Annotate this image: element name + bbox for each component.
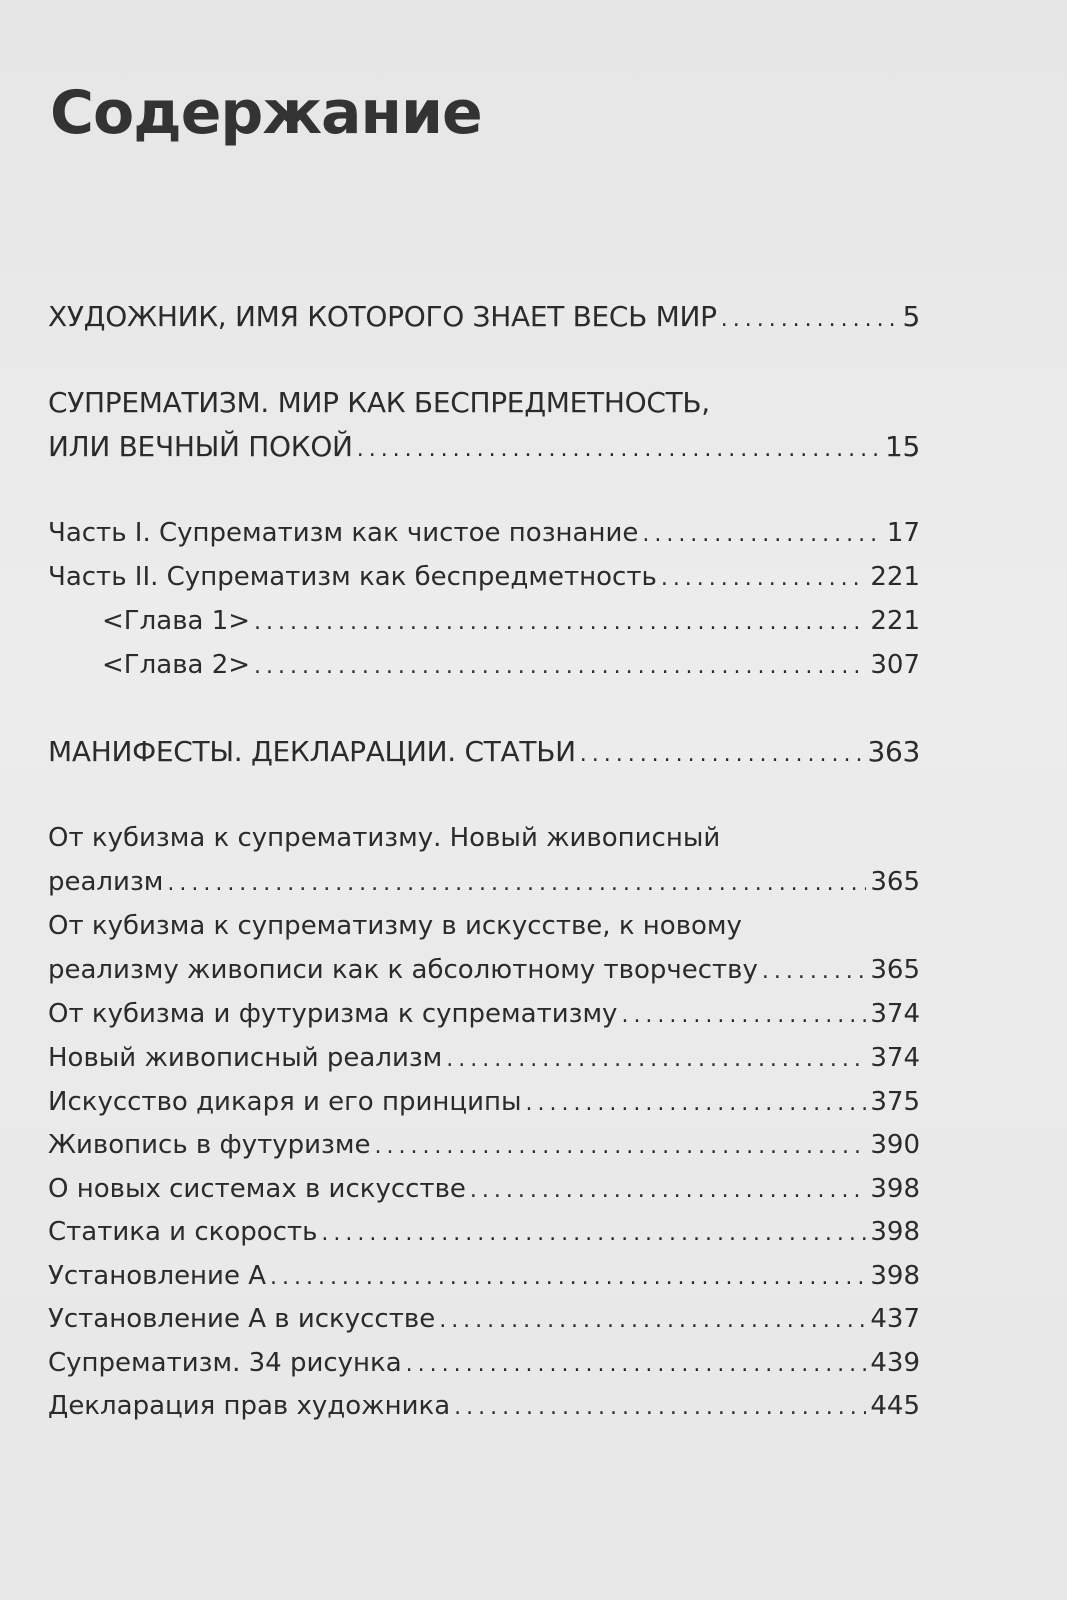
dot-leader bbox=[254, 643, 866, 689]
toc-entry[interactable] bbox=[48, 381, 920, 472]
toc-entry-page: 363 bbox=[867, 735, 920, 768]
toc-entry-page: 365 bbox=[870, 955, 920, 985]
toc-entry-title: Часть II. Супрематизм как беспредметность bbox=[48, 562, 657, 592]
toc-entry-title-line1: СУПРЕМАТИЗМ. МИР КАК БЕСПРЕДМЕТНОСТЬ, bbox=[48, 386, 710, 419]
toc-entry[interactable] bbox=[48, 992, 920, 1038]
dot-leader bbox=[357, 425, 881, 472]
toc-entry[interactable] bbox=[48, 511, 920, 557]
toc-entry-title: реализм bbox=[48, 867, 164, 897]
toc-entry-page: 307 bbox=[870, 650, 920, 680]
toc-entry-title: От кубизма и футуризма к супрематизму bbox=[48, 999, 618, 1029]
toc-entry[interactable] bbox=[48, 904, 920, 994]
toc-entry-title-line1: От кубизма к супрематизму в искусстве, к новому bbox=[48, 911, 742, 941]
toc-entry-title: <Глава 1> bbox=[102, 606, 251, 636]
toc-entry-page: 437 bbox=[870, 1304, 920, 1334]
dot-leader bbox=[721, 295, 899, 342]
toc-entry[interactable] bbox=[48, 1080, 920, 1126]
toc-entry-page: 5 bbox=[902, 300, 920, 333]
toc-entry-page: 221 bbox=[870, 562, 920, 592]
dot-leader bbox=[446, 1036, 866, 1082]
toc-entry[interactable] bbox=[48, 1254, 920, 1300]
toc-entry[interactable] bbox=[48, 816, 920, 906]
toc-entry-page: 374 bbox=[870, 1043, 920, 1073]
toc-entry-page: 445 bbox=[870, 1391, 920, 1421]
dot-leader bbox=[439, 1297, 866, 1343]
toc-entry-page: 390 bbox=[870, 1130, 920, 1160]
toc-entry[interactable] bbox=[48, 1167, 920, 1213]
toc-entry[interactable] bbox=[48, 1384, 920, 1430]
toc-entry[interactable] bbox=[48, 1297, 920, 1343]
toc-entry-title: Живопись в футуризме bbox=[48, 1130, 371, 1160]
dot-leader bbox=[254, 599, 866, 645]
toc-entry-page: 374 bbox=[870, 999, 920, 1029]
toc-entry[interactable] bbox=[48, 555, 920, 601]
toc-entry-title: ХУДОЖНИК, ИМЯ КОТОРОГО ЗНАЕТ ВЕСЬ МИР bbox=[48, 300, 717, 333]
dot-leader bbox=[321, 1210, 866, 1256]
toc-entry-title: Декларация прав художника bbox=[48, 1391, 451, 1421]
toc-entry-page: 365 bbox=[870, 867, 920, 897]
toc-entry-title: реализму живописи как к абсолютному творчеству bbox=[48, 955, 758, 985]
toc-entry-title: Новый живописный реализм bbox=[48, 1043, 443, 1073]
toc-entry-title: О новых системах в искусстве bbox=[48, 1174, 466, 1204]
dot-leader bbox=[375, 1123, 867, 1169]
page-title: Содержание bbox=[50, 78, 482, 148]
toc-entry-title: Супрематизм. 34 рисунка bbox=[48, 1348, 402, 1378]
toc-entry-page: 221 bbox=[870, 606, 920, 636]
toc-entry[interactable] bbox=[48, 599, 920, 645]
dot-leader bbox=[526, 1080, 867, 1126]
dot-leader bbox=[762, 948, 866, 994]
toc-entry-page: 398 bbox=[870, 1174, 920, 1204]
toc-entry-title: Искусство дикаря и его принципы bbox=[48, 1087, 522, 1117]
toc-entry-title: Установление А в искусстве bbox=[48, 1304, 436, 1334]
toc-entry[interactable] bbox=[48, 1341, 920, 1387]
toc-entry-title-line1: От кубизма к супрематизму. Новый живописный bbox=[48, 823, 721, 853]
toc-entry-title: Установление А bbox=[48, 1261, 267, 1291]
dot-leader bbox=[470, 1167, 866, 1213]
toc-entry[interactable] bbox=[48, 730, 920, 777]
toc-entry-title: <Глава 2> bbox=[102, 650, 251, 680]
toc-entry-page: 398 bbox=[870, 1261, 920, 1291]
toc-entry-page: 439 bbox=[870, 1348, 920, 1378]
dot-leader bbox=[406, 1341, 867, 1387]
toc-entry-page: 375 bbox=[870, 1087, 920, 1117]
dot-leader bbox=[270, 1254, 866, 1300]
toc-entry-title: МАНИФЕСТЫ. ДЕКЛАРАЦИИ. СТАТЬИ bbox=[48, 735, 576, 768]
toc-entry[interactable] bbox=[48, 643, 920, 689]
toc-entry[interactable] bbox=[48, 1036, 920, 1082]
dot-leader bbox=[661, 555, 867, 601]
dot-leader bbox=[580, 730, 864, 777]
toc-entry-page: 15 bbox=[884, 430, 920, 463]
dot-leader bbox=[621, 992, 866, 1038]
toc-entry[interactable] bbox=[48, 1123, 920, 1169]
toc-entry[interactable] bbox=[48, 1210, 920, 1256]
toc-entry-page: 17 bbox=[886, 518, 920, 548]
dot-leader bbox=[167, 860, 866, 906]
toc-entry-title: Статика и скорость bbox=[48, 1217, 318, 1247]
toc-entry-page: 398 bbox=[870, 1217, 920, 1247]
dot-leader bbox=[454, 1384, 866, 1430]
toc-entry-title: ИЛИ ВЕЧНЫЙ ПОКОЙ bbox=[48, 430, 353, 463]
toc-entry[interactable] bbox=[48, 295, 920, 342]
toc-entry-title: Часть I. Супрематизм как чистое познание bbox=[48, 518, 639, 548]
dot-leader bbox=[642, 511, 883, 557]
